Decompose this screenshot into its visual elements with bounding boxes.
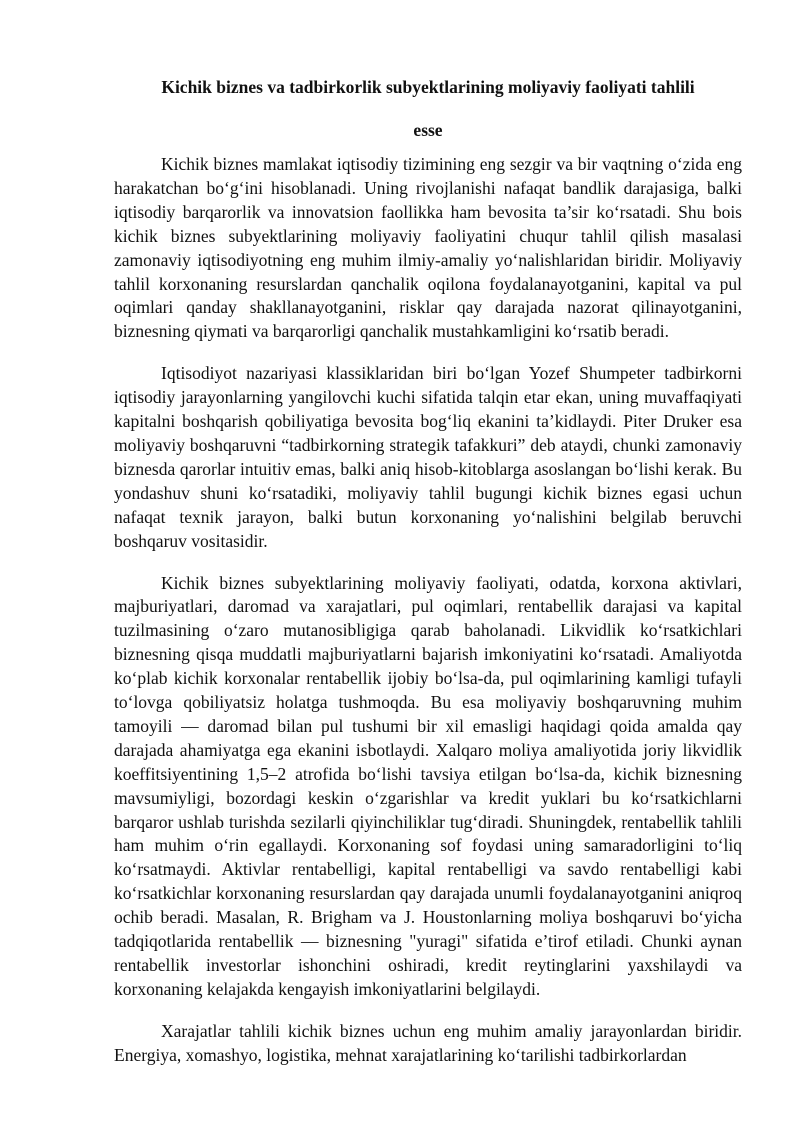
document-title: Kichik biznes va tadbirkorlik subyektlarining moliyaviy faoliyati tahlili: [161, 77, 695, 97]
paragraph-costs: Xarajatlar tahlili kichik biznes uchun eng muhim amaliy jarayonlardan biridir. Energiya, xomashyo, logistika, mehnat xarajatlarining ko‘tarilishi tadbirkorlardan: [114, 1020, 742, 1065]
paragraph-theory: Iqtisodiyot nazariyasi klassiklaridan biri bo‘lgan Yozef Shumpeter tadbirkorni iqtisodiy jarayonlarning yangilovchi kuchi sifatida talqin etar ekan, uning muvaffaqiyati kapitalni boshqarish qobiliyatiga bevosita bog‘liq ekanini ta’kidlaydi. Piter Druker esa moliyaviy boshqaruvni “tadbirkorning strategik tafakkuri” deb ataydi, chunki zamonaviy biznesda qarorlar intuitiv emas, balki aniq hisob-kitoblarga asoslangan bo‘lishi kerak. Bu yondashuv shuni ko‘rsatadiki, moliyaviy tahlil bugungi kichik biznes egasi uchun nafaqat texnik jarayon, balki butun korxonaning yo‘nalishini belgilab beruvchi boshqaruv vositasidir.: [114, 363, 742, 551]
paragraph-analysis: Kichik biznes subyektlarining moliyaviy faoliyati, odatda, korxona aktivlari, majburiyatlari, daromad va xarajatlari, pul oqimlari, rentabellik darajasi va kapital tuzilmasining o‘zaro mutanosibligiga qarab baholanadi. Likvidlik ko‘rsatkichlari biznesning qisqa muddatli majburiyatlarni bajarish imkoniyatini ko‘rsatadi. Amaliyotda ko‘plab kichik korxonalar rentabellik ijobiy bo‘lsa-da, pul oqimlarining kamligi tufayli to‘lovga qobiliyatsiz holatga tushmoqda. Bu esa moliyaviy boshqaruvning muhim tamoyili — daromad bilan pul tushumi bir xil emasligi haqidagi qoida amalda qay darajada ahamiyatga ega ekanini isbotlaydi. Xalqaro moliya amaliyotida joriy likvidlik koeffitsiyentining 1,5–2 atrofida bo‘lishi tavsiya etilgan bo‘lsa-da, kichik biznesning mavsumiyligi, bozordagi keskin o‘zgarishlar va kredit yuklari bu ko‘rsatkichlarni barqaror ushlab turishda sezilarli qiyinchiliklar tug‘diradi. Shuningdek, rentabellik tahlili ham muhim o‘rin egallaydi. Korxonaning sof foydasi uning samaradorligini to‘liq ko‘rsatmaydi. Aktivlar rentabelligi, kapital rentabelligi va savdo rentabelligi kabi ko‘rsatkichlar korxonaning resurslardan qay darajada unumli foydalanayotganini aniqroq ochib beradi. Masalan, R. Brigham va J. Houstonlarning moliya boshqaruvi bo‘yicha tadqiqotlarida rentabellik — biznesning "yuragi" sifatida e’tirof etiladi. Chunki aynan rentabellik investorlar ishonchini oshiradi, kredit reytinglarini yaxshilaydi va korxonaning kelajakda kengayish imkoniyatlarini belgilaydi.: [114, 572, 742, 999]
document-subtitle: esse: [413, 120, 443, 140]
paragraph-intro: Kichik biznes mamlakat iqtisodiy tizimining eng sezgir va bir vaqtning o‘zida eng harakatchan bo‘g‘ini hisoblanadi. Uning rivojlanishi nafaqat bandlik darajasiga, balki iqtisodiy barqarorlik va innovatsion faollikka ham bevosita ta’sir ko‘rsatadi. Shu bois kichik biznes subyektlarining moliyaviy faoliyatini chuqur tahlil qilish masalasi zamonaviy iqtisodiyotning eng muhim ilmiy-amaliy yo‘nalishlaridan biridir. Moliyaviy tahlil korxonaning resurslardan qanchalik oqilona foydalanayotganini, kapital va pul oqimlari qanday shakllanayotganini, risklar qay darajada nazorat qilinayotganini, biznesning qiymati va barqarorligi qanchalik mustahkamligini ko‘rsatib beradi.: [114, 154, 742, 342]
